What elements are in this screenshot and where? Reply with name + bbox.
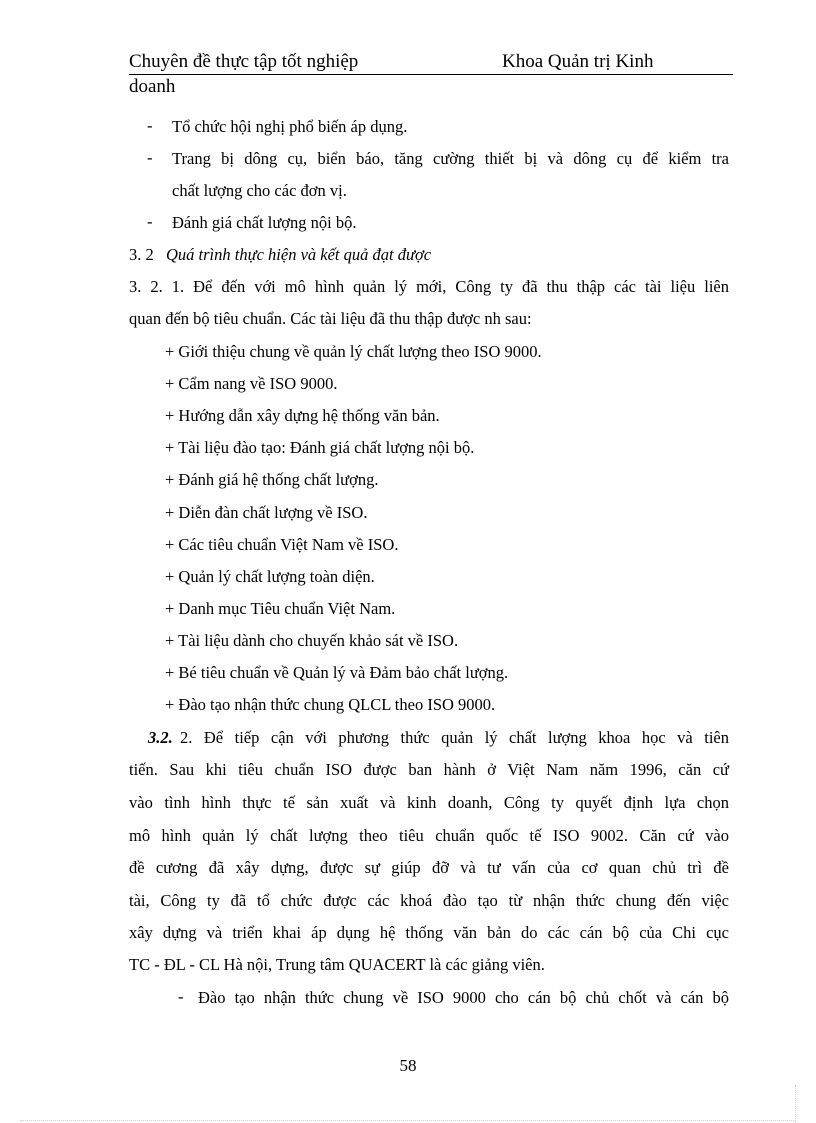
bullet-text: Tổ chức hội nghị phổ biến áp dụng. <box>172 117 408 136</box>
paragraph-number: 3.2. <box>148 728 173 747</box>
list-item: + Cẩm nang về ISO 9000. <box>165 374 338 393</box>
bullet-dash: - <box>147 212 153 231</box>
list-item: + Diễn đàn chất lượng về ISO. <box>165 503 368 522</box>
paragraph-line: vào tình hình thực tế sản xuất và kinh doanh, Công ty quyết định lựa chọn <box>129 793 729 812</box>
bullet-dash: - <box>147 116 153 135</box>
paragraph-line: xây dựng và triển khai áp dụng hệ thống văn bản do các cán bộ của Chi cục <box>129 923 729 942</box>
bullet-dash: - <box>178 987 184 1006</box>
list-item: + Đánh giá hệ thống chất lượng. <box>165 470 379 489</box>
page-corner-border <box>795 1085 796 1123</box>
section-title: Quá trình thực hiện và kết quả đạt được <box>166 245 432 264</box>
list-item: + Tài liệu dành cho chuyến khảo sát về ISO. <box>165 631 459 650</box>
paragraph-line: mô hình quản lý chất lượng theo tiêu chuẩn quốc tế ISO 9002. Căn cứ vào <box>129 826 729 845</box>
list-item: + Đào tạo nhận thức chung QLCL theo ISO 9000. <box>165 695 496 714</box>
page-header <box>129 50 733 75</box>
list-item: + Hướng dẫn xây dựng hệ thống văn bản. <box>165 406 440 425</box>
section-number: 3. 2 <box>129 245 154 264</box>
paragraph-line: tiến. Sau khi tiêu chuẩn ISO được ban hành ở Việt Nam năm 1996, căn cứ <box>129 760 729 779</box>
paragraph-line: TC - ĐL - CL Hà nội, Trung tâm QUACERT là các giảng viên. <box>129 955 545 974</box>
list-item: + Giới thiệu chung về quản lý chất lượng theo ISO 9000. <box>165 342 542 361</box>
paragraph-line: 2. Để tiếp cận với phương thức quản lý chất lượng khoa học và tiên <box>180 728 729 747</box>
list-item: + Bé tiêu chuẩn về Quản lý và Đảm bảo chất lượng. <box>165 663 509 682</box>
list-item: + Các tiêu chuẩn Việt Nam về ISO. <box>165 535 399 554</box>
page-bottom-border <box>20 1120 796 1121</box>
page-number: 58 <box>399 1056 417 1075</box>
bullet-text: Đào tạo nhận thức chung về ISO 9000 cho cán bộ chủ chốt và cán bộ <box>198 988 729 1007</box>
list-item: + Danh mục Tiêu chuẩn Việt Nam. <box>165 599 396 618</box>
bullet-text: Đánh giá chất lượng nội bộ. <box>172 213 357 232</box>
paragraph-line: đề cương đã xây dựng, được sự giúp đỡ và tư vấn của cơ quan chủ trì đề <box>129 858 729 877</box>
header-title-left: Chuyên đề thực tập tốt nghiệp <box>129 51 359 72</box>
bullet-text: Trang bị dông cụ, biển báo, tăng cường thiết bị và dông cụ để kiểm tra <box>172 149 729 168</box>
bullet-dash: - <box>147 148 153 167</box>
list-item: + Quản lý chất lượng toàn diện. <box>165 567 375 586</box>
bullet-text-continuation: chất lượng cho các đơn vị. <box>172 181 347 200</box>
paragraph-line: tài, Công ty đã tổ chức được các khoá đào tạo từ nhận thức chung đến việc <box>129 891 729 910</box>
list-item: + Tài liệu đào tạo: Đánh giá chất lượng nội bộ. <box>165 438 475 457</box>
header-continuation: doanh <box>129 76 176 97</box>
header-title-right: Khoa Quản trị Kinh <box>502 51 654 72</box>
paragraph-line: 3. 2. 1. Để đến với mô hình quản lý mới, Công ty đã thu thập các tài liệu liên <box>129 277 729 296</box>
paragraph-line: quan đến bộ tiêu chuẩn. Các tài liệu đã thu thập được nh sau: <box>129 309 532 328</box>
